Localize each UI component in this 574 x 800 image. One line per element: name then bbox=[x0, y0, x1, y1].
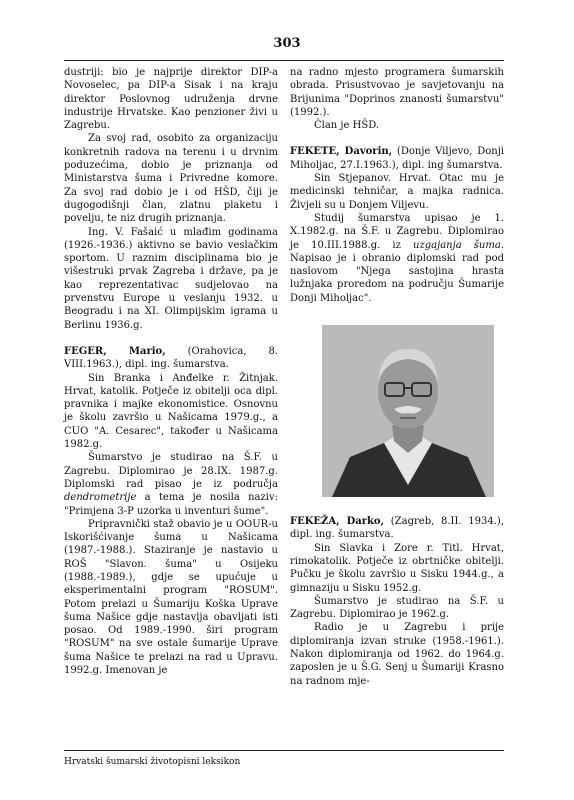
portrait-image bbox=[322, 325, 494, 497]
entry-details: (Orahovica, 8. VIII.1963.), dipl. ing. šumarstva. bbox=[64, 345, 278, 371]
paragraph: Pripravnički staž obavio je u OOUR-u Iskorišćivanje šuma u Našicama (1987.-1988.). Staziranje je nastavio u ROŠ "Slavon. šuma" u Osijeku (1988.-1989.), gdje se upućuje u eksperimentalni program "ROSUM". Potom prelazi u Šumariju Koška Uprave šuma Našice gdje nastavlja obavljati isti posao. Od 1989.-1990. širi program "ROSUM" na sve ostale šumarije Uprave šuma Našice te prelazi na rad u Upravu. 1992.g. Imenovan je bbox=[64, 518, 278, 677]
paragraph: Sin Slavka i Zore r. Titl. Hrvat, rimokatolik. Potječe iz obrtničke obitelji. Pučku je školu završio u Sisku 1944.g., a gimnaziju u Sisku 1952.g. bbox=[290, 542, 504, 594]
text-run: Studij šumarstva upisao je 1. X.1982.g. na Š.F. u Zagrebu. Diplomirao je 10.III.1988.g. iz bbox=[290, 212, 504, 251]
text-run: a tema je nosila naziv: "Primjena 3-P uzorka u inventuri šume". bbox=[64, 492, 278, 517]
text-run: Šumarstvo je studirao na Š.F. u Zagrebu. Diplomirao je 28.IX. 1987.g. Diplomski rad pisao je iz područja bbox=[64, 452, 278, 490]
paragraph bbox=[64, 451, 278, 517]
paragraph: Radio je u Zagrebu i prije diplomiranja izvan struke (1958.-1961.). Nakon diplomiranja od 1962. do 1964.g. zaposlen je u Š.G. Senj u Šumariji Krasno na radnom mje- bbox=[290, 622, 504, 687]
paragraph: Sin Branka i Anđelke r. Žitnjak. Hrvat, katolik. Potječe iz obitelji oca dipl. pravnika i majke ekonomistice. Osnovnu je školu završio u Našicama 1979.g., a CUO "A. Cesarec", također u Našicama 1982.g. bbox=[64, 372, 278, 451]
right-column bbox=[290, 66, 504, 688]
paragraph: Šumarstvo je studirao na Š.F. u Zagrebu. Diplomirao je 1962.g. bbox=[290, 595, 504, 621]
paragraph bbox=[290, 212, 504, 305]
entry-heading-feger bbox=[64, 345, 278, 372]
italic-term: dendrometrije bbox=[64, 492, 137, 504]
text-run: Napisao je i obranio diplomski rad pod naslovom "Njega sastojina hrasta lužnjaka proredom na području Šumarije Donji Miholjac". bbox=[290, 252, 504, 304]
footer-rule bbox=[64, 750, 504, 751]
paragraph: na radno mjesto programera šumarskih obrada. Prisustvovao je savjetovanju na Brijunima "Doprinos znanosti šumarstvu" (1992.). bbox=[290, 67, 504, 118]
italic-term: uzgajanja šuma. bbox=[413, 239, 504, 251]
entry-heading-fekeza bbox=[290, 515, 504, 542]
header-rule bbox=[64, 60, 504, 61]
entry-details: (Zagreb, 8.II. 1934.), dipl. ing. šumarstva. bbox=[290, 516, 504, 541]
entry-name: FEGER, Mario, bbox=[64, 345, 166, 357]
paragraph: Za svoj rad, osobito za organizaciju konkretnih radova na terenu i u drvnim poduzećima, dobio je priznanja od Ministarstva šuma i Privredne komore. Za svoj rad dobio je i od HŠD, čiji je dugogodišnji član, zlatnu plaketu i povelju, te niz drugih priznanja. bbox=[64, 133, 278, 225]
entry-name: FEKETE, Davorin, bbox=[290, 146, 393, 158]
entry-name: FEKEŽA, Darko, bbox=[290, 516, 385, 528]
entry-heading-fekete bbox=[290, 145, 504, 172]
left-column bbox=[64, 66, 278, 677]
paragraph: Član je HŠD. bbox=[314, 120, 380, 132]
page-number: 303 bbox=[273, 36, 301, 51]
footer-title: Hrvatski šumarski životopisni leksikon bbox=[64, 757, 241, 767]
paragraph: dustriji: bio je najprije direktor DIP-a Novoselec, pa DIP-a Sisak i na kraju direktor Poslovnog udruženja drvne industrije Hrvatske. Kao penzioner živi u Zagrebu. bbox=[64, 67, 278, 132]
portrait-photo bbox=[322, 325, 494, 497]
paragraph: Sin Stjepanov. Hrvat. Otac mu je medicinski tehničar, a majka radnica. Živjeli su u Donjem Viljevu. bbox=[290, 173, 504, 211]
paragraph: Ing. V. Fašaić u mlađim godinama (1926.-1936.) aktivno se bavio veslačkim sportom. U raznim disciplinama bio je višestruki prvak Zagreba i države, pa je kao reprezentativac sudjelovao na prvenstvu Europe u veslanju 1932. u Beogradu i na XI. Olimpijskim igrama u Berlinu 1936.g. bbox=[64, 226, 278, 331]
entry-details: (Donje Viljevo, Donji Miholjac, 27.I.1963.), dipl. ing šumarstva. bbox=[290, 146, 505, 171]
